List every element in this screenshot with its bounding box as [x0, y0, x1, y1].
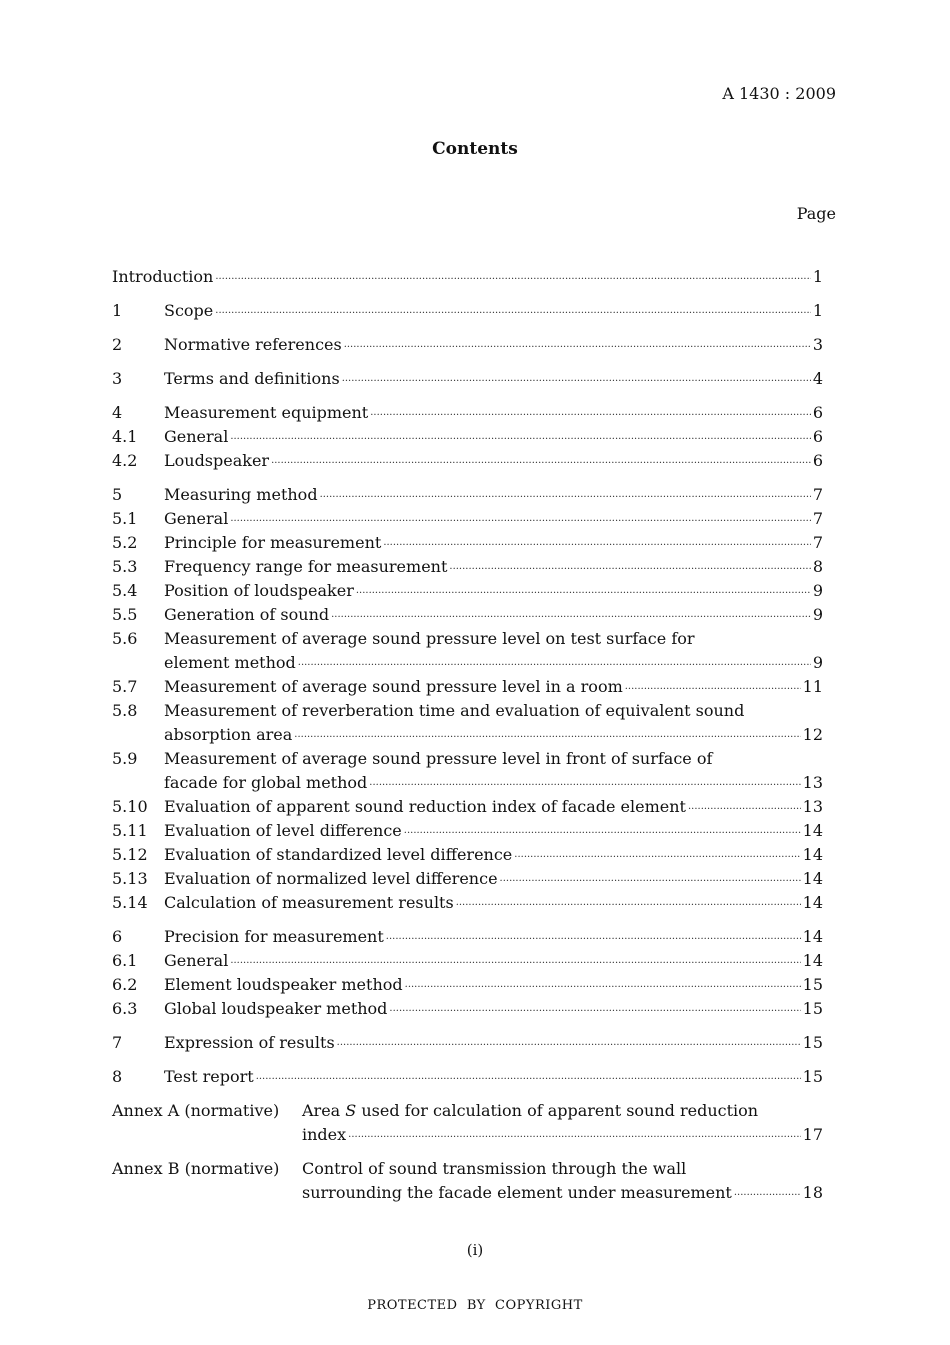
toc-entry-number: 1 — [112, 301, 123, 320]
toc-entry-page: 17 — [802, 1125, 823, 1144]
toc-entry-4-1[interactable] — [112, 425, 823, 449]
toc-entry-number: 7 — [112, 1033, 123, 1052]
toc-entry-text: surrounding the facade element under measurement — [302, 1183, 732, 1202]
leader-dots — [456, 894, 801, 918]
toc-entry-text: Evaluation of normalized level difference — [164, 869, 498, 888]
toc-entry-text: Principle for measurement — [164, 533, 382, 552]
page-folio: (i) — [466, 1241, 484, 1259]
toc-entry-text: facade for global method — [164, 773, 368, 792]
toc-entry-5-5[interactable] — [112, 603, 823, 627]
toc-entry-text: Calculation of measurement results — [164, 893, 454, 912]
toc-entry-number: 5.4 — [112, 581, 138, 600]
toc-entry-page: 6 — [812, 427, 823, 446]
toc-entry-number: 5.12 — [112, 845, 148, 864]
toc-entry-8[interactable] — [112, 1065, 823, 1089]
toc-entry-page: 12 — [802, 725, 823, 744]
toc-entry-page: 11 — [802, 677, 823, 696]
toc-entry-text: Precision for measurement — [164, 927, 384, 946]
toc-entry-5-1[interactable] — [112, 507, 823, 531]
toc-entry-page: 15 — [802, 975, 823, 994]
toc-entry-text: Loudspeaker — [164, 451, 270, 470]
toc-entry-5-3[interactable] — [112, 555, 823, 579]
toc-entry-number: 5.1 — [112, 509, 138, 528]
toc-entry-text: index — [302, 1125, 347, 1144]
toc-entry-1[interactable] — [112, 299, 823, 323]
toc-entry-page: 9 — [812, 581, 823, 600]
toc-entry-page: 8 — [812, 557, 823, 576]
toc-entry-text: Measuring method — [164, 485, 318, 504]
toc-entry-text: Position of loudspeaker — [164, 581, 354, 600]
toc-entry-number: 5.8 — [112, 701, 138, 720]
toc-entry-text: Introduction — [112, 267, 214, 286]
toc-entry-text: Evaluation of apparent sound reduction index of facade element — [164, 797, 686, 816]
toc-entry-page: 13 — [802, 797, 823, 816]
toc-entry-page: 1 — [812, 267, 823, 286]
toc-entry-text: Measurement of average sound pressure level in a room — [164, 677, 623, 696]
toc-entry-page: 7 — [812, 485, 823, 504]
toc-entry-number: 6.1 — [112, 951, 138, 970]
toc-entry-5-6[interactable] — [112, 627, 823, 675]
toc-entry-annex-label: Annex A (normative) — [112, 1101, 280, 1120]
toc-entry-annex-label: Annex B (normative) — [112, 1159, 280, 1178]
toc-entry-text-line1: Area S used for calculation of apparent sound reduction — [302, 1101, 759, 1120]
toc-entry-page: 14 — [802, 927, 823, 946]
toc-entry-number: 5.7 — [112, 677, 138, 696]
toc-entry-6-2[interactable] — [112, 973, 823, 997]
toc-entry-5-9[interactable] — [112, 747, 823, 795]
toc-entry-number: 5.13 — [112, 869, 148, 888]
toc-entry-3[interactable] — [112, 367, 823, 391]
leader-dots — [734, 1184, 801, 1208]
leader-dots — [271, 452, 811, 476]
toc-entry-text: Global loudspeaker method — [164, 999, 388, 1018]
toc-entry-5-14[interactable] — [112, 891, 823, 915]
toc-entry-5-12[interactable] — [112, 843, 823, 867]
toc-entry-page: 9 — [812, 605, 823, 624]
toc-entry-annex-b[interactable] — [112, 1157, 823, 1205]
toc-entry-page: 14 — [802, 869, 823, 888]
toc-entry-5-7[interactable] — [112, 675, 823, 699]
toc-entry-number: 5.14 — [112, 893, 148, 912]
toc-entry-text: General — [164, 951, 229, 970]
leader-dots — [215, 268, 810, 292]
toc-entry-annex-a[interactable] — [112, 1099, 823, 1147]
toc-entry-number: 5.9 — [112, 749, 138, 768]
toc-entry-number: 5.6 — [112, 629, 138, 648]
toc-entry-number: 5 — [112, 485, 123, 504]
toc-entry-2[interactable] — [112, 333, 823, 357]
toc-entry-page: 14 — [802, 893, 823, 912]
toc-entry-page: 3 — [812, 335, 823, 354]
toc-entry-page: 15 — [802, 999, 823, 1018]
toc-entry-5-10[interactable] — [112, 795, 823, 819]
toc-entry-page: 1 — [812, 301, 823, 320]
toc-entry-text: Generation of sound — [164, 605, 330, 624]
toc-entry-7[interactable] — [112, 1031, 823, 1055]
toc-entry-number: 4 — [112, 403, 123, 422]
toc-entry-text: General — [164, 427, 229, 446]
leader-dots — [389, 1000, 800, 1024]
toc-entry-text: Frequency range for measurement — [164, 557, 448, 576]
toc-entry-text: Expression of results — [164, 1033, 335, 1052]
toc-entry-5-8[interactable] — [112, 699, 823, 747]
toc-entry-4-2[interactable] — [112, 449, 823, 473]
standard-number: A 1430 : 2009 — [722, 84, 836, 103]
toc-entry-text: General — [164, 509, 229, 528]
toc-entry-number: 6 — [112, 927, 123, 946]
toc-entry-page: 7 — [812, 533, 823, 552]
toc-entry-text: Scope — [164, 301, 214, 320]
toc-entry-5-2[interactable] — [112, 531, 823, 555]
leader-dots — [337, 1034, 801, 1058]
toc-entry-number: 6.3 — [112, 999, 138, 1018]
toc-entry-page: 6 — [812, 403, 823, 422]
toc-entry-page: 15 — [802, 1067, 823, 1086]
toc-entry-number: 5.10 — [112, 797, 148, 816]
toc-entry-5-13[interactable] — [112, 867, 823, 891]
toc-entry-page: 15 — [802, 1033, 823, 1052]
toc-entry-text: Evaluation of level difference — [164, 821, 402, 840]
toc-entry-text: element method — [164, 653, 296, 672]
toc-entry-number: 2 — [112, 335, 123, 354]
leader-dots — [215, 302, 811, 326]
toc-entry-number: 6.2 — [112, 975, 138, 994]
toc-entry-page: 6 — [812, 451, 823, 470]
page-title: Contents — [432, 139, 518, 159]
toc-entry-page: 14 — [802, 821, 823, 840]
toc-entry-page: 14 — [802, 845, 823, 864]
copyright-notice: PROTECTED BY COPYRIGHT — [367, 1298, 583, 1313]
toc-entry-6-1[interactable] — [112, 949, 823, 973]
toc-entry-number: 4.1 — [112, 427, 138, 446]
toc-entry-page: 9 — [812, 653, 823, 672]
toc-entry-number: 5.2 — [112, 533, 138, 552]
toc-entry-number: 4.2 — [112, 451, 138, 470]
toc-entry-text-line1: Measurement of average sound pressure level in front of surface of — [164, 749, 713, 768]
leader-dots — [344, 336, 811, 360]
toc-entry-5[interactable] — [112, 483, 823, 507]
toc-entry-text: Evaluation of standardized level difference — [164, 845, 513, 864]
toc-entry-number: 8 — [112, 1067, 123, 1086]
toc-entry-number: 5.5 — [112, 605, 138, 624]
toc-entry-text-line1: Measurement of reverberation time and evaluation of equivalent sound — [164, 701, 745, 720]
leader-dots — [348, 1126, 800, 1150]
toc-entry-5-11[interactable] — [112, 819, 823, 843]
toc-entry-4[interactable] — [112, 401, 823, 425]
toc-entry-text-line1: Measurement of average sound pressure level on test surface for — [164, 629, 695, 648]
toc-entry-introduction[interactable] — [112, 265, 823, 289]
leader-dots — [342, 370, 811, 394]
toc-entry-5-4[interactable] — [112, 579, 823, 603]
toc-entry-number: 3 — [112, 369, 123, 388]
toc-entry-6[interactable] — [112, 925, 823, 949]
toc-entry-page: 18 — [802, 1183, 823, 1202]
leader-dots — [256, 1068, 801, 1092]
toc-entry-number: 5.3 — [112, 557, 138, 576]
toc-entry-text-line1: Control of sound transmission through the wall — [302, 1159, 687, 1178]
toc-entry-text: Terms and definitions — [164, 369, 340, 388]
toc-entry-text: Measurement equipment — [164, 403, 369, 422]
toc-entry-page: 4 — [812, 369, 823, 388]
toc-entry-page: 13 — [802, 773, 823, 792]
toc-entry-6-3[interactable] — [112, 997, 823, 1021]
toc-entry-page: 14 — [802, 951, 823, 970]
toc-entry-text: Normative references — [164, 335, 342, 354]
page-column-label: Page — [796, 204, 836, 223]
toc-entry-text: Element loudspeaker method — [164, 975, 403, 994]
toc-entry-text: absorption area — [164, 725, 293, 744]
toc-entry-page: 7 — [812, 509, 823, 528]
toc-entry-number: 5.11 — [112, 821, 148, 840]
toc-entry-text: Test report — [164, 1067, 254, 1086]
